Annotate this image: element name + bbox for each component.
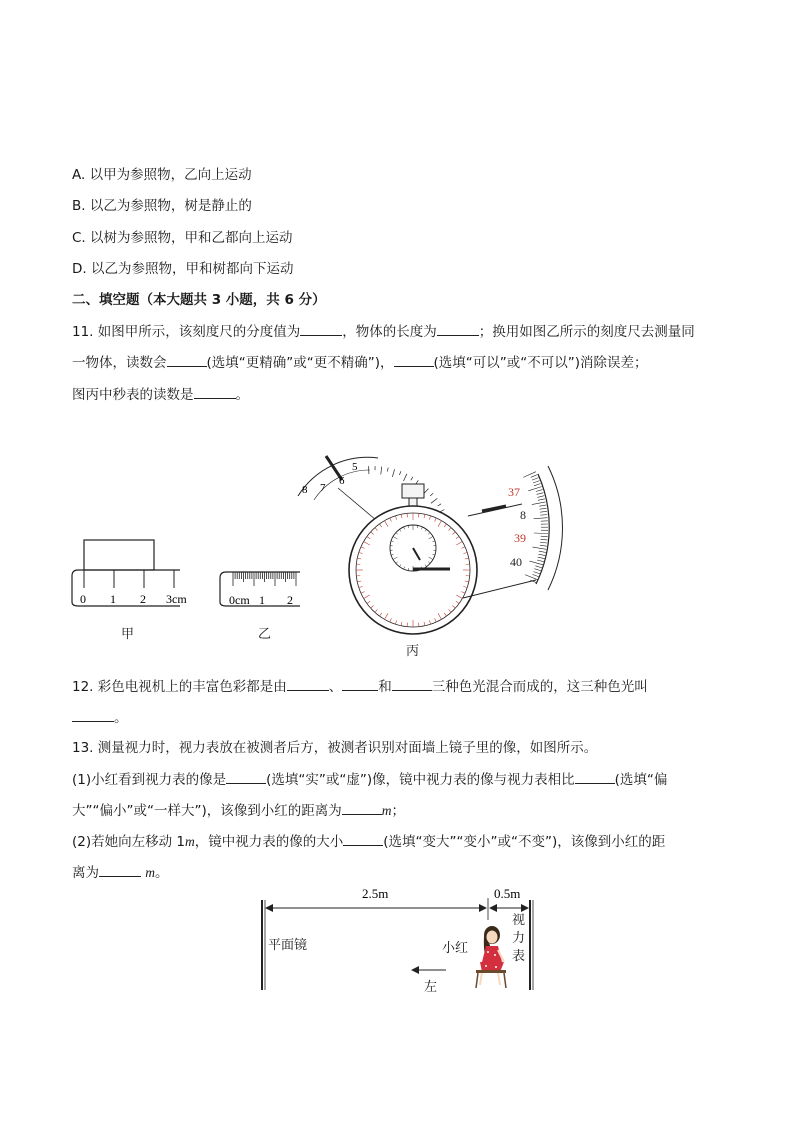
q13-intro: 13. 测量视力时，视力表放在被测者后方，被测者识别对面墙上镜子里的像，如图所示。 <box>72 740 598 756</box>
q11-line3: 图丙中秒表的读数是 。 <box>72 384 249 405</box>
zoom-dial-label: 8 <box>302 484 308 496</box>
caption-jia: 甲 <box>121 627 135 642</box>
mirror-label: 平面镜 <box>268 938 308 953</box>
caption-yi: 乙 <box>258 627 272 642</box>
q13-line1: (1)小红看到视力表的像是 (选填“实”或“虚”)像，镜中视力表的像与视力表相比 (选填“偏 <box>72 769 667 790</box>
zoom-dial-label: 8 <box>520 508 526 522</box>
ruler-yi-label: 1 <box>259 593 265 607</box>
zoom-dial-label: 7 <box>320 482 326 494</box>
eye-chart-label: 视 力 表 <box>512 913 526 964</box>
distance-label-mirror: 2.5m <box>362 886 389 901</box>
girl-icon <box>476 926 506 988</box>
q12-line2: 。 <box>72 707 128 728</box>
person-label: 小红 <box>442 941 469 956</box>
option-a: A. 以甲为参照物，乙向上运动 <box>72 167 252 183</box>
zoom-dial-label: 6 <box>339 475 345 487</box>
zoom-dial-label: 39 <box>514 531 526 545</box>
q13-line3: (2)若她向左移动 1m，镜中视力表的像的大小 (选填“变大”“变小”或“不变”)，该像到小红的距 <box>72 831 665 852</box>
zoom-dial-label: 5 <box>352 461 358 473</box>
option-b: B. 以乙为参照物，树是静止的 <box>72 198 252 214</box>
q13-line4: 离为 m。 <box>72 862 169 883</box>
q13-line2: 大”“偏小”或“一样大”)，该像到小红的距离为 m； <box>72 800 405 821</box>
caption-bing: 丙 <box>406 644 420 659</box>
zoom-dial-label: 37 <box>508 485 520 499</box>
option-c: C. 以树为参照物，甲和乙都向上运动 <box>72 230 293 246</box>
ruler-jia-label: 1 <box>110 592 116 606</box>
ruler-yi-label: 2 <box>287 593 293 607</box>
ruler-jia-label: 0 <box>80 592 86 606</box>
distance-label-chart: 0.5m <box>494 886 521 901</box>
zoom-dial-label: 40 <box>510 555 522 569</box>
ruler-jia-label: 2 <box>140 592 146 606</box>
option-d: D. 以乙为参照物，甲和树都向下运动 <box>72 261 294 277</box>
direction-label: 左 <box>424 980 438 995</box>
q11-line2: 一物体，读数会 (选填“更精确”或“更不精确”)， (选填“可以”或“不可以”)消除误差； <box>72 352 648 373</box>
q11-line1: 11. 如图甲所示，该刻度尺的分度值为 ，物体的长度为 ；换用如图乙所示的刻度尺去测量同 <box>72 321 695 342</box>
ruler-jia-label: 3cm <box>166 592 187 606</box>
q12-line1: 12. 彩色电视机上的丰富色彩都是由 、 和 三种色光混合而成的，这三种色光叫 <box>72 676 648 697</box>
section-heading: 二、填空题（本大题共 3 小题，共 6 分） <box>72 292 326 308</box>
ruler-yi-label: 0cm <box>229 593 250 607</box>
